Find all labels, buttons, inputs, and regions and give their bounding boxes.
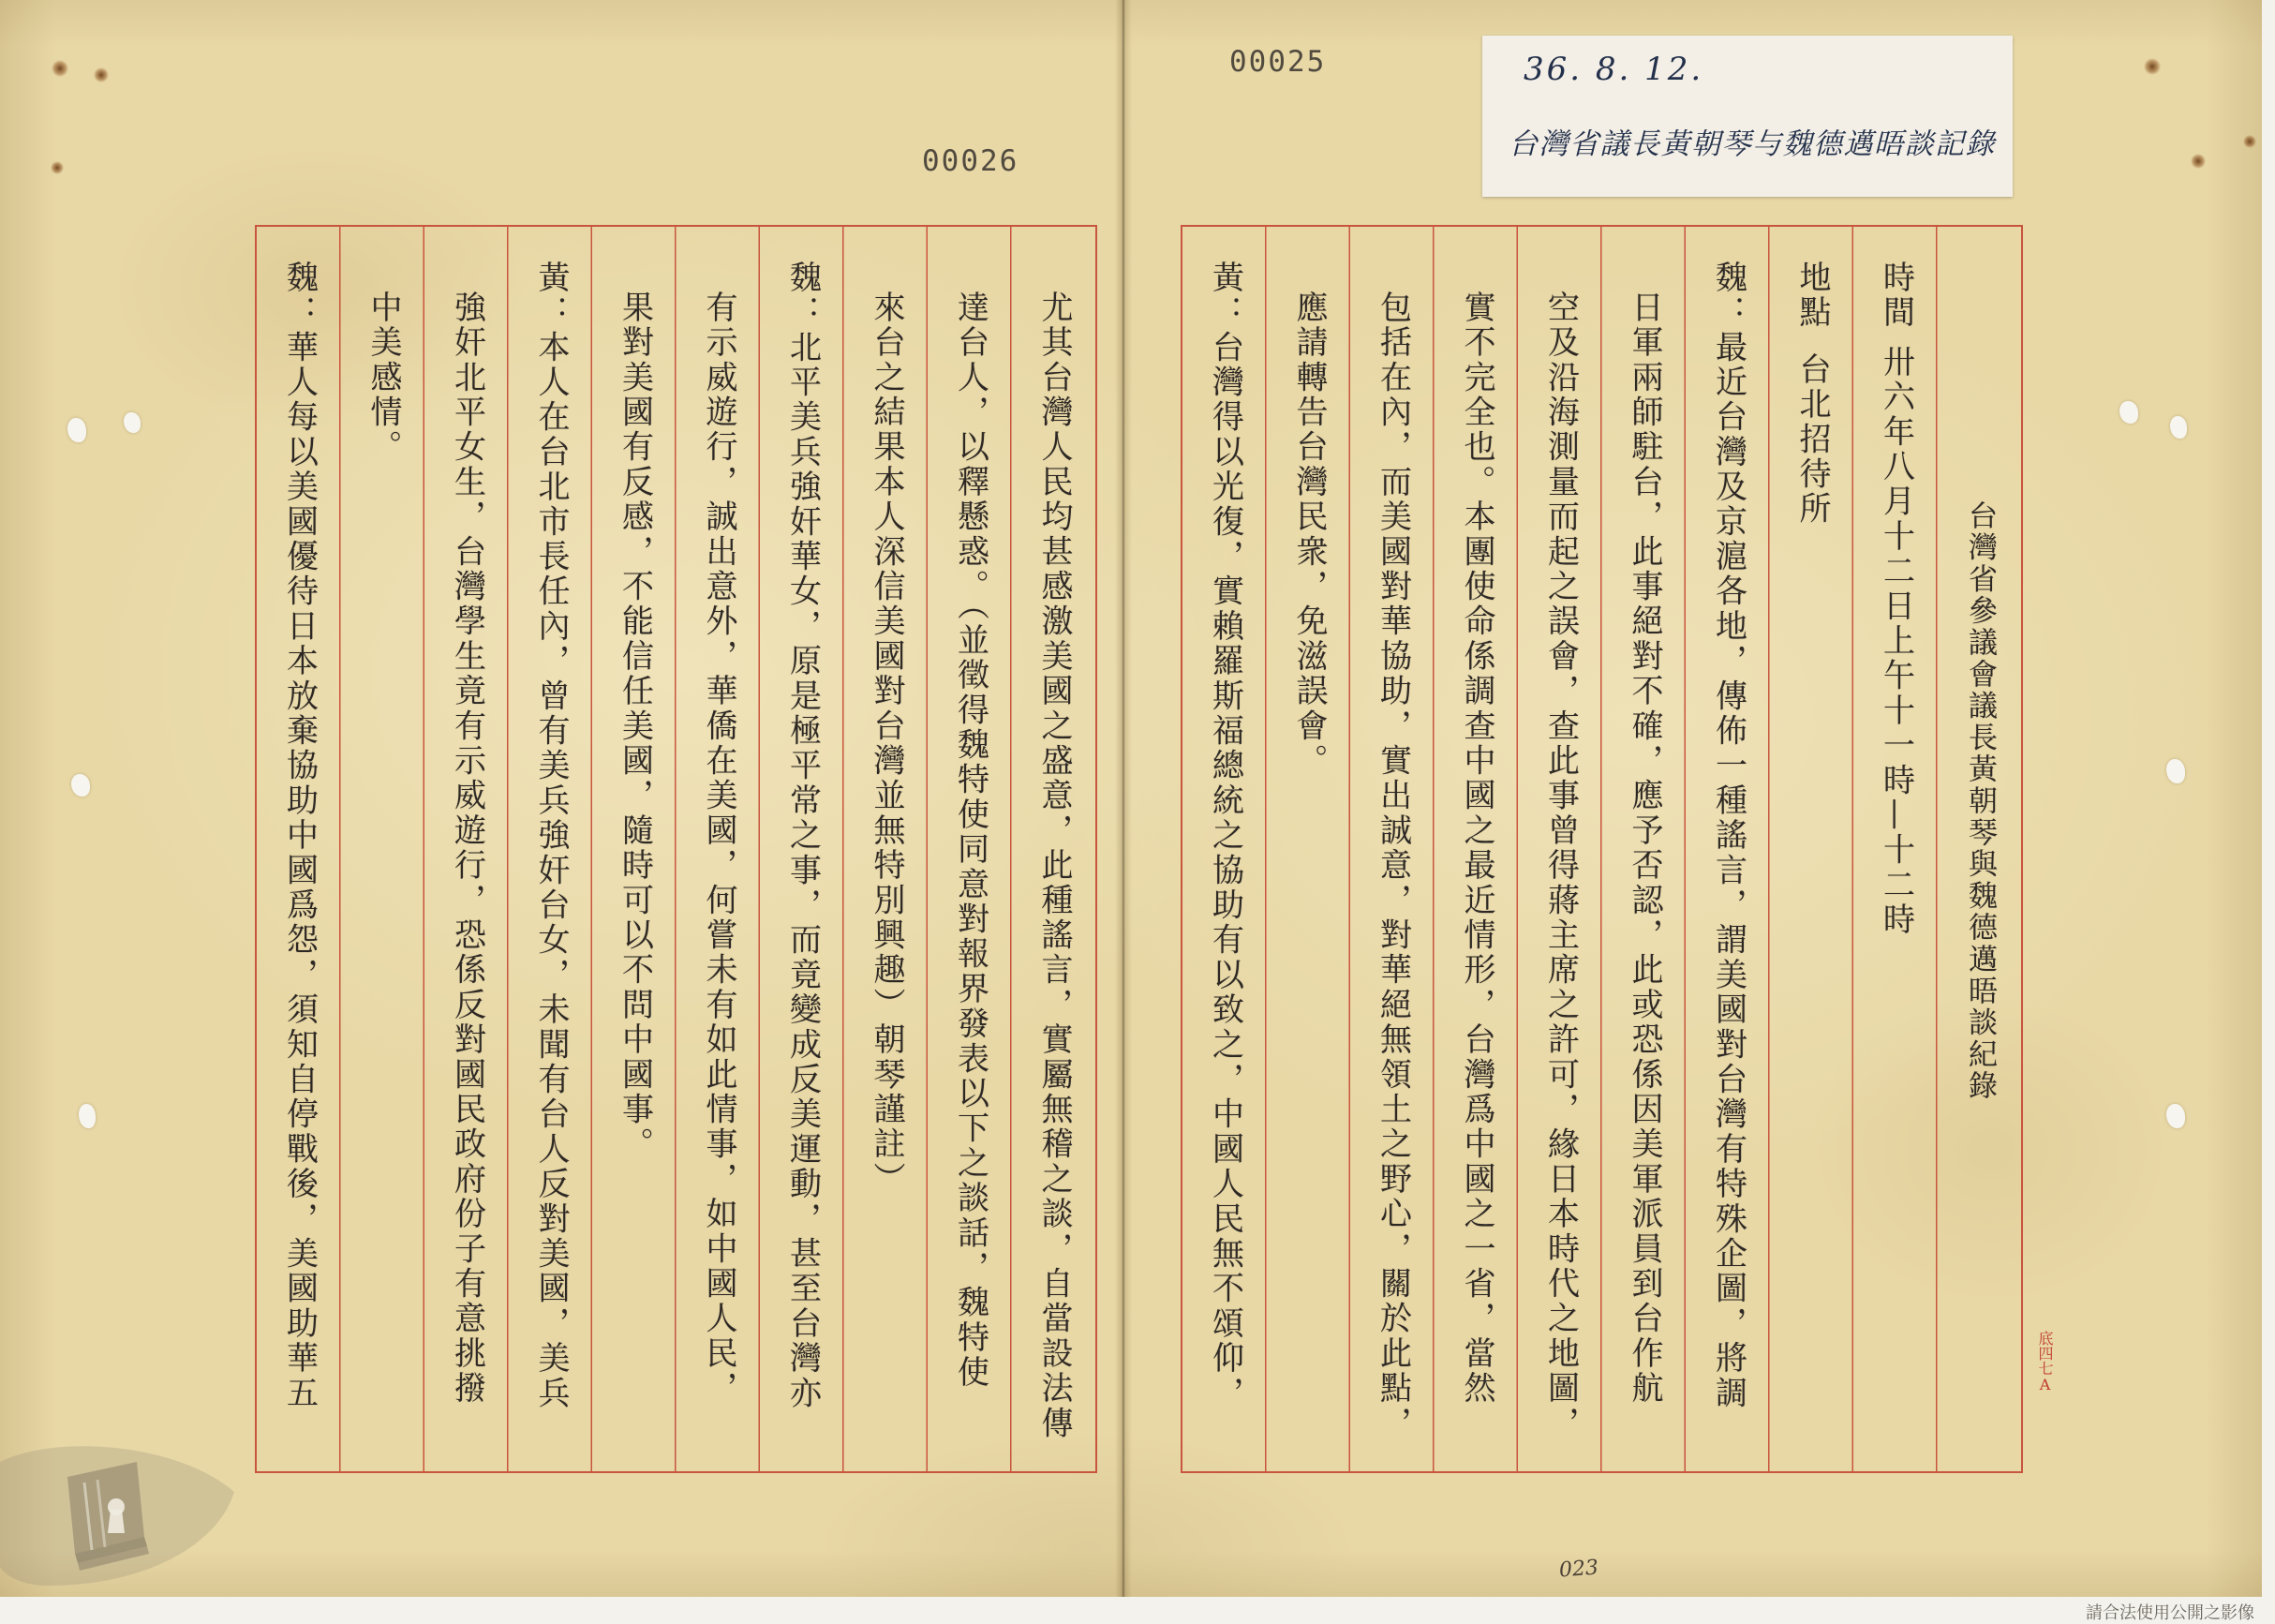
punch-hole (2166, 759, 2185, 783)
book-stack-icon (67, 1462, 149, 1571)
rust-spot (51, 161, 64, 174)
place-label: 地點 (1793, 261, 1831, 331)
speaker-column: 黃：台灣得以光復，實賴羅斯福總統之協助有以致之，中國人民無不頌仰， (1206, 261, 1244, 1411)
text-column: 果對美國有反感，不能信任美國，隨時可以不問中國事。 (616, 291, 654, 1162)
text-column: 空及沿海測量而起之誤會，查此事曾得蔣主席之許可，緣日本時代之地圖， (1541, 291, 1580, 1441)
text-column: 包括在內，而美國對華協助，實出誠意，對華絕無領土之野心，關於此點， (1374, 291, 1412, 1441)
speaker-column: 魏：北平美兵強奸華女，原是極平常之事，而竟變成反美運動，甚至台灣亦 (783, 261, 822, 1411)
speaker-column: 魏：最近台灣及京滬各地，傳佈一種謠言，謂美國對台灣有特殊企圖，將調 (1709, 261, 1747, 1411)
label-date: 36. 8. 12. (1524, 51, 1704, 88)
label-handwritten-title: 台灣省議長黃朝琴与魏德邁晤談記錄 (1509, 127, 1996, 161)
time-value: 卅六年八月十二日上午十一時—十二時 (1877, 345, 1915, 938)
text-column: 達台人，以釋懸惑。（並徵得魏特使同意對報界發表以下之談話，魏特使 (951, 291, 989, 1391)
punch-hole (2119, 401, 2138, 424)
speaker-column: 黃：本人在台北市長任內，曾有美兵強奸台女，未聞有台人反對美國，美兵 (532, 261, 570, 1411)
rust-spot (2243, 135, 2256, 148)
catalog-label (1482, 36, 2013, 197)
time-label: 時間 (1877, 261, 1915, 331)
usage-notice: 請合法使用公開之影像 (2086, 1603, 2254, 1623)
text-column: 來台之結果本人深信美國對台灣並無特別興趣）朝琴謹註） (868, 291, 905, 1198)
text-column: 應請轉告台灣民衆，免滋誤會。 (1290, 291, 1328, 779)
place-value: 台北招待所 (1793, 352, 1831, 527)
page-number: 023 (1558, 1556, 1599, 1583)
document-title: 台灣省參議會議長黃朝琴與魏德邁晤談紀錄 (1963, 500, 1997, 1103)
punch-hole (67, 418, 86, 442)
speaker-column: 魏：華人每以美國優待日本放棄協助中國爲怨，須知自停戰後，美國助華五 (280, 261, 319, 1411)
left-page-ruled-frame (255, 225, 1097, 1473)
right-page-ruled-frame (1181, 225, 2023, 1473)
punch-hole (124, 412, 141, 433)
keyhole-icon (108, 1498, 125, 1533)
rust-spot (52, 60, 68, 77)
punch-hole (2170, 416, 2187, 439)
text-column: 有示威遊行，誠出意外，華僑在美國，何嘗未有如此情事，如中國人民， (700, 291, 737, 1407)
text-column: 日軍兩師駐台，此事絕對不確，應予否認，此或恐係因美軍派員到台作航 (1626, 291, 1663, 1407)
rust-spot (2144, 58, 2161, 75)
punch-hole (2166, 1104, 2185, 1128)
archive-logo-icon (0, 1426, 240, 1591)
punch-hole (79, 1104, 96, 1128)
rust-spot (94, 67, 109, 82)
text-column: 中美感情。 (364, 291, 402, 465)
rust-spot (2191, 154, 2206, 169)
archive-number-stamp-right: 00025 (1229, 45, 1327, 79)
text-column: 強奸北平女生，台灣學生竟有示威遊行，恐係反對國民政府份子有意挑撥 (448, 291, 486, 1407)
text-column: 尤其台灣人民均甚感激美國之盛意，此種謠言，實屬無稽之談，自當設法傳 (1035, 291, 1073, 1441)
margin-mark: 底四七A (2036, 1331, 2054, 1393)
page-fold (1115, 0, 1132, 1597)
archive-number-stamp-left: 00026 (922, 144, 1019, 178)
text-column: 實不完全也。本團使命係調查中國之最近情形，台灣爲中國之一省，當然 (1458, 291, 1495, 1407)
punch-hole (71, 774, 90, 797)
